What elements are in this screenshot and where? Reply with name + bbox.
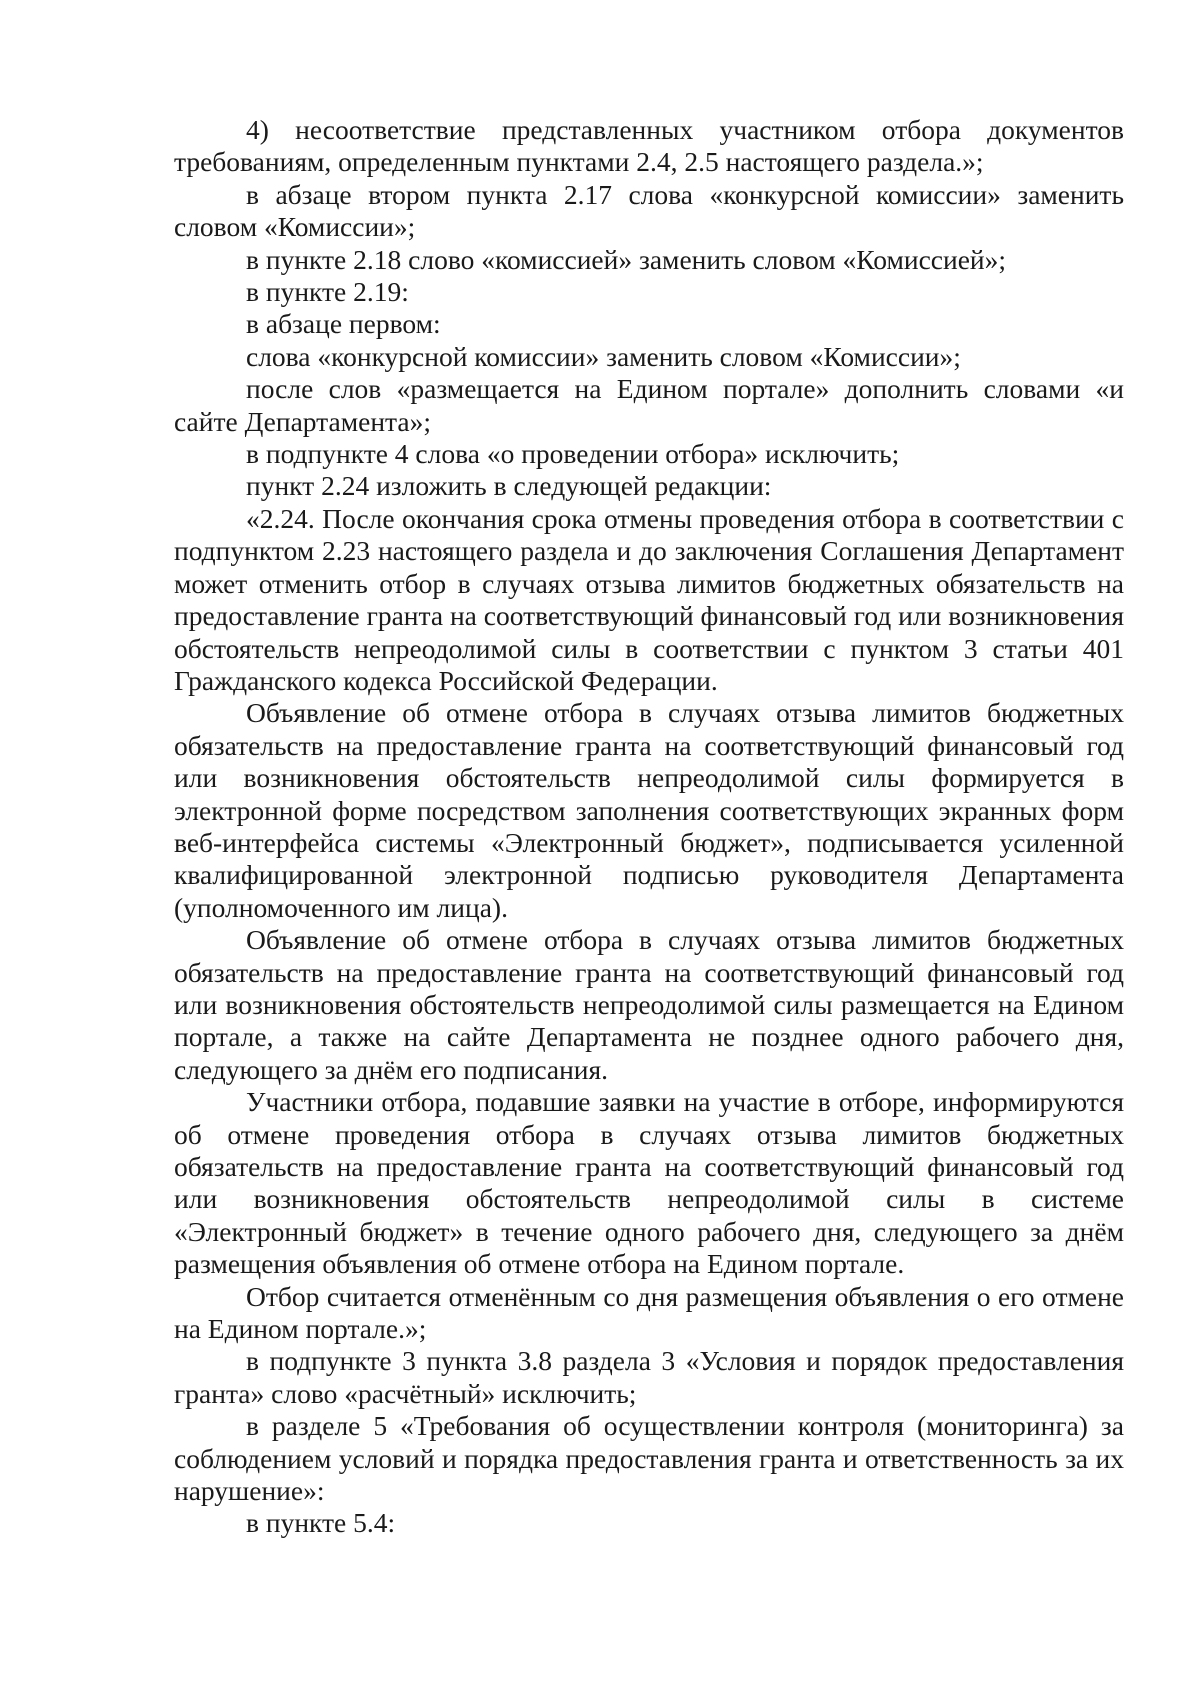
paragraph-point-5-4: в пункте 5.4: [246,1507,396,1539]
paragraph-first-abzac: в абзаце первом: [246,308,441,340]
paragraph-replace-words: слова «конкурсной комиссии» заменить словом «Комиссии»; [246,340,961,372]
paragraph-subpoint-4: в подпункте 4 слова «о проведении отбора» исключить; [246,438,900,470]
paragraph-point-2-24-intro: пункт 2.24 изложить в следующей редакции: [246,470,772,502]
paragraph-cancel-announcement-publish: Объявление об отмене отбора в случаях отзыва лимитов бюджетных обязательств на предоставление гранта на соответствующий финансовый год или возникновения обстоятельств непреодолимой силы размещается на Едином портале, а также на сайте Департамента не позднее одного рабочего дня, следующего за днём его подписания. [174,924,1124,1085]
paragraph-amend-2-18: в пункте 2.18 слово «комиссией» заменить словом «Комиссией»; [246,243,1007,275]
paragraph-section-5: в разделе 5 «Требования об осуществлении контроля (мониторинга) за соблюдением условий и порядка предоставления гранта и ответственность за их нарушение»: [174,1410,1124,1507]
paragraph-participants-informed: Участники отбора, подавшие заявки на участие в отборе, информируются об отмене проведения отбора в случаях отзыва лимитов бюджетных обязательств на предоставление гранта на соответствующий финансовый год или возникновения обстоятельств непреодолимой силы в системе «Электронный бюджет» в течение одного рабочего дня, следующего за днём размещения объявления об отмене отбора на Едином портале. [174,1086,1124,1280]
paragraph-point-2-19: в пункте 2.19: [246,276,409,308]
paragraph-2-24-text: «2.24. После окончания срока отмены проведения отбора в соответствии с подпунктом 2.23 настоящего раздела и до заключения Соглашения Департамент может отменить отбор в случаях отзыва лимитов бюджетных обязательств на предоставление гранта на соответствующий финансовый год или возникновения обстоятельств непреодолимой силы в соответствии с пунктом 3 статьи 401 Гражданского кодекса Российской Федерации. [174,502,1124,696]
paragraph-subpoint-3-8: в подпункте 3 пункта 3.8 раздела 3 «Условия и порядок предоставления гранта» слово «расчётный» исключить; [174,1345,1124,1409]
paragraph-cancel-announcement-form: Объявление об отмене отбора в случаях отзыва лимитов бюджетных обязательств на предоставление гранта на соответствующий финансовый год или возникновения обстоятельств непреодолимой силы формируется в электронной форме посредством заполнения соответствующих экранных форм веб-интерфейса системы «Электронный бюджет», подписывается усиленной квалифицированной электронной подписью руководителя Департамента (уполномоченного им лица). [174,697,1124,923]
paragraph-item-4: 4) несоответствие представленных участником отбора документов требованиям, определенным пунктами 2.4, 2.5 настоящего раздела.»; [174,114,1124,178]
paragraph-amend-2-17: в абзаце втором пункта 2.17 слова «конкурсной комиссии» заменить словом «Комиссии»; [174,178,1124,243]
document-body [174,114,1124,1540]
paragraph-add-site: после слов «размещается на Едином портале» дополнить словами «и сайте Департамента»; [174,373,1124,437]
paragraph-cancel-effective: Отбор считается отменённым со дня размещения объявления о его отмене на Едином портале.»; [174,1280,1124,1345]
